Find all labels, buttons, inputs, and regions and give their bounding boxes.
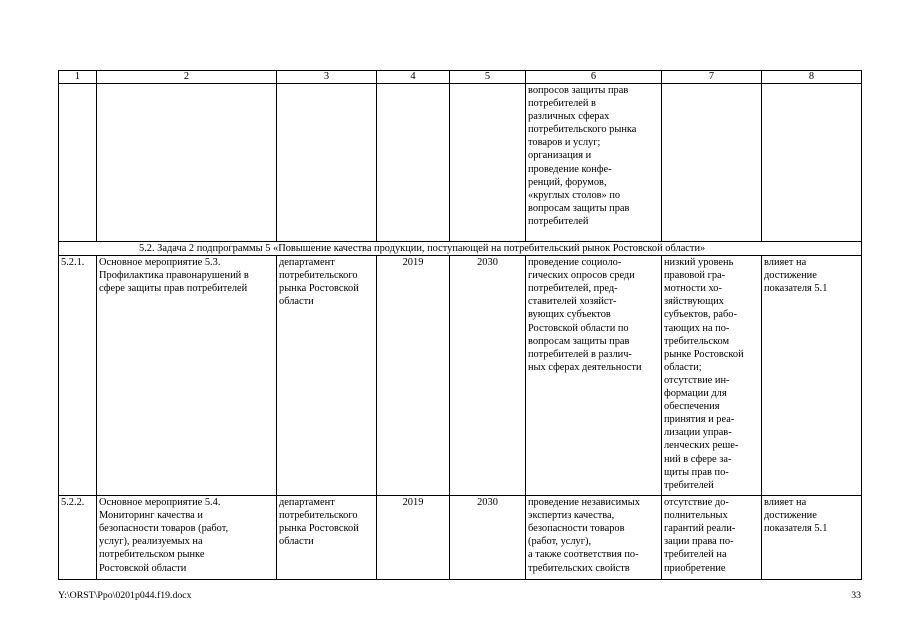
document-path: Y:\ORST\Ppo\0201p044.f19.docx: [58, 590, 192, 601]
col-header-5: 5: [450, 71, 526, 84]
start-year: 2019: [377, 256, 450, 496]
task-heading: 5.2. Задача 2 подпрограммы 5 «Повышение качества продукции, поступающей на потребительский рынок Ростовской области»: [59, 242, 862, 256]
col-header-8: 8: [762, 71, 862, 84]
measure-name-cell: [97, 496, 277, 580]
col-header-1: 1: [59, 71, 97, 84]
page-number: 33: [851, 590, 861, 601]
start-year: 2019: [377, 496, 450, 580]
cont-cell-5: [450, 84, 526, 242]
executor: департамент потребительского рынка Ростовской области: [279, 497, 359, 548]
cont-cell-3: [277, 84, 377, 242]
cont-cell-1: [59, 84, 97, 242]
measure-name-cell: [97, 256, 277, 496]
measures-table: [58, 70, 862, 580]
task-heading-row: [59, 242, 862, 256]
end-year: 2030: [450, 256, 526, 496]
end-year: 2030: [450, 496, 526, 580]
cont-result-text: вопросов защиты прав потребителей в различных сферах потребительского рынка товаров и услуг; организация и проведение конфе- ренций, форумов, «круглых столов» по вопросам защиты прав потребителей: [528, 85, 637, 227]
row-number: 5.2.1.: [59, 256, 97, 496]
table-row: [59, 496, 862, 580]
executor-cell: [277, 496, 377, 580]
col-header-3: 3: [277, 71, 377, 84]
consequences-cell: [662, 256, 762, 496]
col-header-6: 6: [526, 71, 662, 84]
row-number: 5.2.2.: [59, 496, 97, 580]
column-number-row: [59, 71, 862, 84]
indicator-link: влияет на достижение показателя 5.1: [764, 497, 828, 535]
col-header-4: 4: [377, 71, 450, 84]
col-header-7: 7: [662, 71, 762, 84]
executor: департамент потребительского рынка Ростовской области: [279, 257, 359, 308]
consequences-cell: [662, 496, 762, 580]
cont-cell-7: [662, 84, 762, 242]
cont-cell-2: [97, 84, 277, 242]
expected-result: проведение независимых экспертиз качества, безопасности товаров (работ, услуг), а также соответствия по- требительских свойств: [528, 497, 640, 574]
cont-result-cell: [526, 84, 662, 242]
consequences: низкий уровень правовой гра- мотности хо- зяйствующих субъектов, рабо- тающих на по- требительском рынке Ростовской области; отсутствие ин- формации для обеспечения принятия и реа- лизации управ- ленческих реше- ний в сфере за- щиты прав по- требителей: [664, 257, 744, 491]
expected-result: проведение социоло- гических опросов среди потребителей, пред- ставителей хозяйст- вующих субъектов Ростовской области по вопросам защиты прав потребителей в различ- ных сферах деятельности: [528, 257, 642, 373]
cont-cell-4: [377, 84, 450, 242]
expected-result-cell: [526, 256, 662, 496]
indicator-link-cell: [762, 496, 862, 580]
expected-result-cell: [526, 496, 662, 580]
col-header-2: 2: [97, 71, 277, 84]
continuation-row: [59, 84, 862, 242]
measure-name: Основное мероприятие 5.4. Мониторинг качества и безопасности товаров (работ, услуг), реализуемых на потребительском рынке Ростовской области: [99, 497, 229, 574]
indicator-link-cell: [762, 256, 862, 496]
consequences: отсутствие до- полнительных гарантий реали- зации права по- требителей на приобретение: [664, 497, 736, 574]
cont-cell-8: [762, 84, 862, 242]
executor-cell: [277, 256, 377, 496]
table-row: [59, 256, 862, 496]
indicator-link: влияет на достижение показателя 5.1: [764, 257, 828, 295]
measures-table-page: [58, 70, 861, 580]
measure-name: Основное мероприятие 5.3. Профилактика правонарушений в сфере защиты прав потребителей: [99, 257, 249, 295]
